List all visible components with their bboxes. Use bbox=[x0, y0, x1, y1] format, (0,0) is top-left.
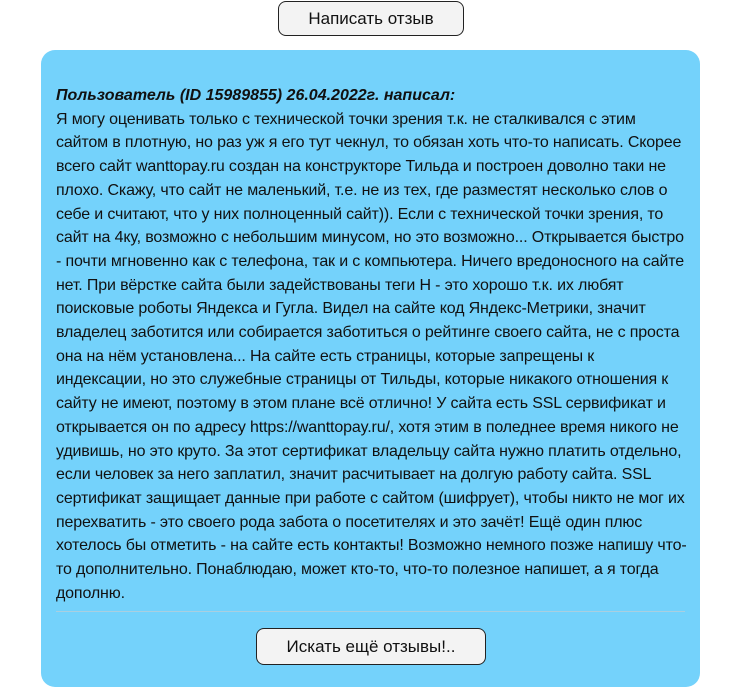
review-text: Я могу оценивать только с технической точки зрения т.к. не сталкивался с этим сайтом в плотную, но раз уж я его тут чекнул, то обязан хоть что-то написать. Скорее всего сайт wanttopay.ru создан на конструкторе Тильда и построен доволно таки не плохо. Скажу, что сайт не маленький, т.е. не из тех, где разместят несколько слов о себе и считают, что у них полноценный сайт)). Если с технической точки зрения, то сайт на 4ку, возможно с небольшим минусом, но это возможно... Открывается быстро - почти мгновенно как с телефона, так и с компьютера. Ничего вредоносного на сайте нет. При вёрстке сайта были задействованы теги H - это хорошо т.к. их любят поисковые роботы Яндекса и Гугла. Видел на сайте код Яндекс-Метрики, значит владелец заботится или собирается заботиться о рейтинге своего сайта, не с проста она на нём установлена... На сайте есть страницы, которые запрещены к индексации, но это служебные страницы от Тильды, которые никакого отношения к сайту не имеют, поэтому в этом плане всё отлично! У сайта есть SSL сервификат и открывается он по адресу https://wanttopay.ru/, хотя этим в поледнее время никого не удивишь, но это круто. За этот сертификат владельцу сайта нужно платить отдельно, если человек за него заплатил, значит расчитывает на долгую работу сайта. SSL сертификат защищает данные при работе с сайтом (шифрует), чтобы никто не мог их перехватить - это своего рода забота о посетителях и это зачёт! Ещё один плюс хотелось бы отметить - на сайте есть контакты! Возможно немного позже напишу что-то дополнительно. Понаблюдаю, может кто-то, что-то полезное напишет, а я тогда дополню. bbox=[56, 110, 687, 602]
more-reviews-button[interactable]: Искать ещё отзывы!.. bbox=[256, 628, 486, 665]
divider bbox=[56, 611, 685, 612]
review-card bbox=[41, 50, 700, 687]
review-author: Пользователь (ID 15989855) 26.04.2022г. написал: bbox=[56, 87, 456, 104]
write-review-button[interactable]: Написать отзыв bbox=[278, 1, 464, 36]
